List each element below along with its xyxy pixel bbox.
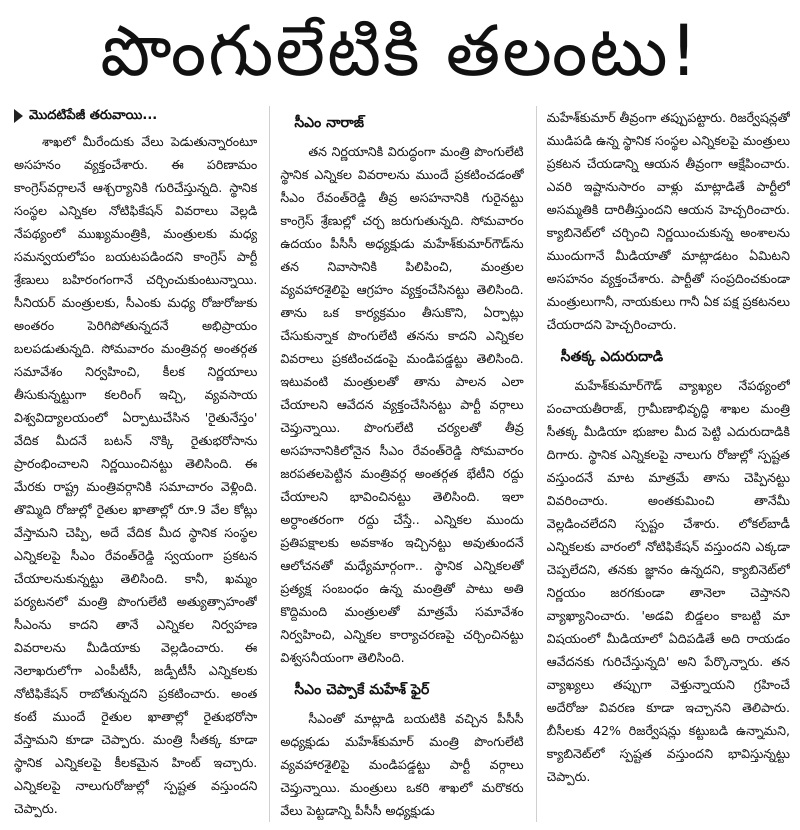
column-2 (269, 106, 523, 822)
subheading: సీఎం నారాజ్ (294, 115, 364, 131)
paragraph: మహేశ్‌కుమార్ తీవ్రంగా తప్పుపట్టారు. రిజర్వేషన్లతో ముడిపడి ఉన్న స్థానిక సంస్థల ఎన్నికలపై మంత్రులు ప్రకటన చేయడాన్ని ఆయన తీవ్రంగా ఆక్షేపించారు. ఎవరి ఇష్టానుసారం వాళ్లు మాట్లాడితే పార్టీలో అసమ్మతికి దారితీస్తుందని ఆయన హెచ్చరించారు. క్యాబినెట్‌లో చర్చించి నిర్ణయించుకున్న అంశాలను ముందుగానే మీడియాతో మాట్లాడటం ఏమిటని అసహనం వ్యక్తంచేశారు. పార్టీతో సంప్రదించకుండా మంత్రులుగానీ, నాయకులు గానీ ఏక పక్ష ప్రకటనలు చేయరాదని హెచ్చరించారు. (546, 110, 790, 332)
subheading: సీఎం చెప్పాకే మహేశ్ ఫైర్ (294, 682, 430, 698)
subheading: సీతక్క ఎదురుదాడి (560, 349, 664, 365)
triangle-arrow-icon (14, 109, 23, 123)
kicker-text: మొదటిపేజీ తరువాయి... (29, 108, 158, 123)
column-1 (14, 106, 257, 822)
continuation-kicker (14, 106, 257, 126)
paragraph: శాఖలో మీరేందుకు వేలు పెడుతున్నారంటూ అసహనం వ్యక్తంచేశారు. ఈ పరిణామం కాంగ్రెస్‌వర్గాలనే ఆశ్చర్యానికి గురిచేస్తున్నది. స్థానిక సంస్థల ఎన్నికల నోటిఫికేషన్ వివరాలు వెల్లడి నేపథ్యంలో ముఖ్యమంత్రికి, మంత్రులకు మధ్య సమన్వయలోపం బయటపడిందని కాంగ్రెస్ పార్టీ శ్రేణులు బహిరంగంగానే చర్చించుకుంటున్నాయి. సీనియర్ మంత్రులకు, సీఎంకు మధ్య రోజురోజుకు అంతరం పెరిగిపోతున్నదనే అభిప్రాయం బలపడుతున్నది. సోమవారం మంత్రివర్గ అంతర్గత సమావేశం నిర్వహించి, కీలక నిర్ణయాలు తీసుకున్నట్టుగా కలరింగ్ ఇచ్చి, వ్యవసాయ విశ్వవిద్యాలయంలో ఏర్పాటుచేసిన 'రైతునేస్తం' వేదిక మీదనే బటన్ నొక్కి రైతుభరోసాను ప్రారంభించాలని నిర్ణయించినట్టు తెలిసింది. ఈ మేరకు రాష్ట్ర మంత్రివర్గానికి సమాచారం వెళ్లింది. తొమ్మిది రోజుల్లో రైతుల ఖాతాల్లో రూ.9 వేల కోట్లు వేస్తామని చెప్పి, అదే వేదిక మీద స్థానిక సంస్థల ఎన్నికలపై సీఎం రేవంత్‌రెడ్డి స్వయంగా ప్రకటన చేయాలనుకున్నట్టు తెలిసింది. కానీ, ఖమ్మం పర్యటనలో మంత్రి పొంగులేటి అత్యుత్సాహంతో సీఎంను కాదని తానే ఎన్నికల నిర్వహణ వివరాలను మీడియాకు వెల్లడించారు. ఈ నెలాఖరులోగా ఎంపీటీసీ, జడ్పీటీసీ ఎన్నికలకు నోటిఫికేషన్ రాబోతున్నదని ప్రకటించారు. అంత కంటే ముందే రైతుల ఖాతాల్లో రైతుభరోసా వేస్తామని కూడా చెప్పారు. మంత్రి సీతక్క కూడా స్థానిక ఎన్నికలపై కీలకమైన హింట్ ఇచ్చారు. ఎన్నికలపై నాలుగురోజుల్లో స్పష్టత వస్తుందని చెప్పారు. (14, 134, 258, 816)
headline: పొంగులేటికి తలంటు! (100, 10, 700, 92)
paragraph: మహేశ్‌కుమార్‌గౌడ్ వ్యాఖ్యల నేపథ్యంలో పంచాయతీరాజ్, గ్రామీణాభివృద్ధి శాఖల మంత్రి సీతక్క మీడియా భుజాల మీద పెట్టి ఎదురుదాడికి దిగారు. స్థానిక ఎన్నికలపై నాలుగు రోజుల్లో స్పష్టత వస్తుందనే మాట మాత్రమే తాను చెప్పినట్టు వివరించారు. అంతకుమించి తానేమీ వెల్లడించలేదని స్పష్టం చేశారు. లోకల్‌బాడీ ఎన్నికలకు వారంలో నోటిఫికేషన్ వస్తుందని ఎక్కడా చెప్పలేదని, తనకు జ్ఞానం ఉన్నదని, క్యాబినెట్‌లో నిర్ణయం జరగకుండా తానెలా చెప్తానని వ్యాఖ్యానించారు. 'అడవి బిడ్డలం కాబట్టి మా విషయంలో మీడియాలో ఏదిపడితే అది రాయడం ఆవేదనకు గురిచేస్తున్నది' అని పేర్కొన్నారు. తన వ్యాఖ్యలు తప్పుగా వెళ్తున్నాయని గ్రహించే అదేరోజు వివరణ కూడా ఇచ్చానని తెలిపారు. బీసీలకు 42% రిజర్వేషన్లు కట్టుబడి ఉన్నామని, క్యాబినెట్‌లో స్పష్టత వస్తుందని భావిస్తున్నట్టు చెప్పారు. (546, 378, 790, 784)
paragraph: సీఎంతో మాట్లాడి బయటికి వచ్చిన పీసీసీ అధ్యక్షుడు మహేశ్‌కుమార్ మంత్రి పొంగులేటి వ్యవహారశైలిపై మండిపడ్డట్టు పార్టీ వర్గాలు చెప్తున్నాయి. మంత్రులు ఒకరి శాఖలో మరొకరు వేలు పెట్టడాన్ని పీసీసీ అధ్యక్షుడు (280, 711, 524, 818)
column-3 (536, 106, 790, 822)
paragraph: తన నిర్ణయానికి విరుద్ధంగా మంత్రి పొంగులేటి స్థానిక ఎన్నికల వివరాలను ముందే ప్రకటించడంతో సీఎం రేవంత్‌రెడ్డి తీవ్ర అసహనానికి గురైనట్టు కాంగ్రెస్ శ్రేణుల్లో చర్చ జరుగుతున్నది. సోమవారం ఉదయం పీసీసీ అధ్యక్షుడు మహేశ్‌కుమార్‌గౌడ్‌ను తన నివాసానికి పిలిపించి, మంత్రుల వ్యవహారశైలిపై ఆగ్రహం వ్యక్తంచేసినట్టు తెలిసింది. తాను ఒక కార్యక్రమం తీసుకొని, ఏర్పాట్లు చేసుకున్నాక పొంగులేటి తనను కాదని ఎన్నికల వివరాలు ప్రకటించడంపై మండిపడ్డట్టు తెలిసింది. ఇటువంటి మంత్రులతో తాను పాలన ఎలా చేయాలని ఆవేదన వ్యక్తంచేసినట్టు పార్టీ వర్గాలు చెప్తున్నాయి. పొంగులేటి చర్యలతో తీవ్ర అసహనానికిలోనైన సీఎం రేవంత్‌రెడ్డి సోమవారం జరపతలపెట్టిన మంత్రివర్గ అంతర్గత భేటీని రద్దు చేయాలని భావించినట్టు తెలిసింది. ఇలా అర్ధాంతరంగా రద్దు చేస్తే.. ఎన్నికల ముందు ప్రతిపక్షాలకు అవకాశం ఇచ్చినట్టు అవుతుందనే ఆలోచనతో మధ్యేమార్గంగా.. స్థానిక ఎన్నికలతో ప్రత్యక్ష సంబంధం ఉన్న మంత్రితో పాటు అతి కొద్దిమంది మంత్రులతో మాత్రమే సమావేశం నిర్వహించి, ఎన్నికల కార్యాచరణపై చర్చించినట్టు విశ్వసనీయంగా తెలిసింది. (280, 144, 524, 665)
article-columns (14, 106, 790, 822)
